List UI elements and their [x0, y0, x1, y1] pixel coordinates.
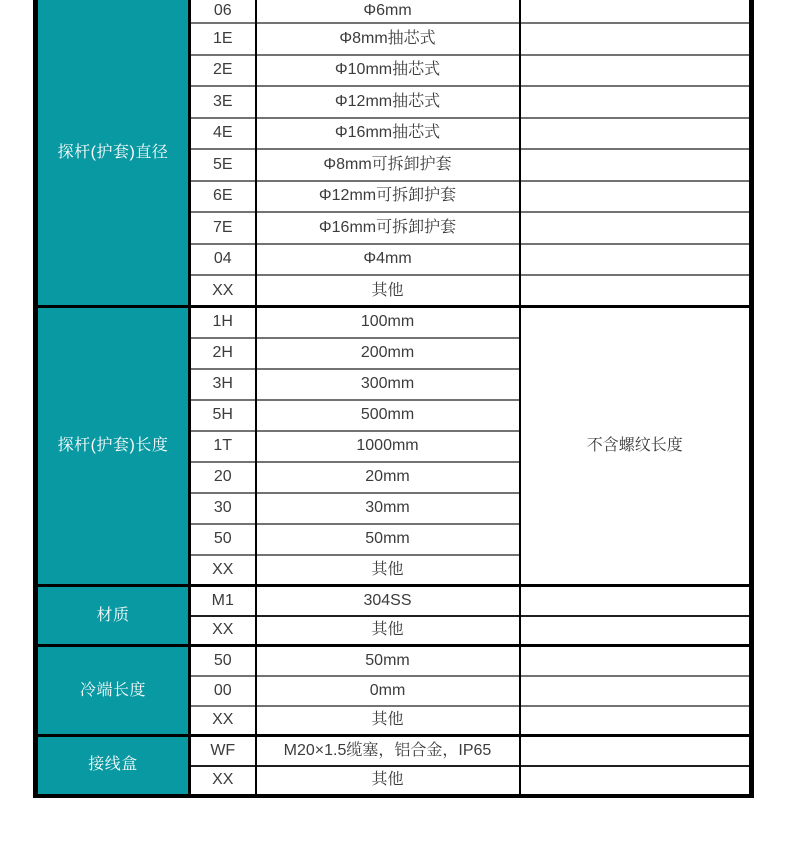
desc-cell: Φ10mm抽芯式: [256, 55, 520, 87]
note-cell: [520, 706, 752, 736]
note-cell: [520, 736, 752, 766]
desc-cell: 其他: [256, 555, 520, 586]
note-cell: [520, 181, 752, 213]
code-cell: 1E: [190, 23, 256, 55]
desc-cell: 50mm: [256, 646, 520, 676]
code-cell: XX: [190, 766, 256, 796]
code-cell: 50: [190, 646, 256, 676]
desc-cell: Φ16mm抽芯式: [256, 118, 520, 150]
note-cell: [520, 212, 752, 244]
note-cell: [520, 676, 752, 706]
code-cell: 04: [190, 244, 256, 276]
desc-cell: Φ16mm可拆卸护套: [256, 212, 520, 244]
desc-cell: 100mm: [256, 307, 520, 338]
code-cell: 00: [190, 676, 256, 706]
desc-cell: 其他: [256, 766, 520, 796]
desc-cell: Φ8mm抽芯式: [256, 23, 520, 55]
code-cell: 5E: [190, 149, 256, 181]
desc-cell: Φ4mm: [256, 244, 520, 276]
code-cell: M1: [190, 586, 256, 616]
note-cell: [520, 23, 752, 55]
code-cell: 06: [190, 0, 256, 23]
code-cell: 1T: [190, 431, 256, 462]
code-cell: XX: [190, 275, 256, 307]
code-cell: 2H: [190, 338, 256, 369]
note-cell: [520, 86, 752, 118]
desc-cell: 300mm: [256, 369, 520, 400]
code-cell: 2E: [190, 55, 256, 87]
note-cell: [520, 0, 752, 23]
desc-cell: 其他: [256, 275, 520, 307]
code-cell: 7E: [190, 212, 256, 244]
note-cell: [520, 616, 752, 646]
desc-cell: 其他: [256, 616, 520, 646]
desc-cell: 500mm: [256, 400, 520, 431]
code-cell: 3H: [190, 369, 256, 400]
table-row: [36, 736, 752, 766]
code-cell: 6E: [190, 181, 256, 213]
table-row: [36, 586, 752, 616]
code-cell: 3E: [190, 86, 256, 118]
note-cell: [520, 646, 752, 676]
desc-cell: 304SS: [256, 586, 520, 616]
note-cell: [520, 244, 752, 276]
desc-cell: Φ8mm可拆卸护套: [256, 149, 520, 181]
code-cell: 5H: [190, 400, 256, 431]
note-merged-cell: 不含螺纹长度: [520, 307, 752, 586]
desc-cell: Φ12mm可拆卸护套: [256, 181, 520, 213]
category-cell: 冷端长度: [36, 646, 190, 736]
note-cell: [520, 766, 752, 796]
note-cell: [520, 149, 752, 181]
desc-cell: 50mm: [256, 524, 520, 555]
spec-table: [33, 0, 754, 798]
code-cell: 1H: [190, 307, 256, 338]
desc-cell: 200mm: [256, 338, 520, 369]
code-cell: 20: [190, 462, 256, 493]
code-cell: XX: [190, 555, 256, 586]
note-cell: [520, 586, 752, 616]
code-cell: XX: [190, 706, 256, 736]
code-cell: WF: [190, 736, 256, 766]
code-cell: 50: [190, 524, 256, 555]
category-cell: 探杆(护套)长度: [36, 307, 190, 586]
desc-cell: Φ6mm: [256, 0, 520, 23]
note-cell: [520, 55, 752, 87]
table-row: [36, 646, 752, 676]
desc-cell: 20mm: [256, 462, 520, 493]
desc-cell: 其他: [256, 706, 520, 736]
code-cell: 30: [190, 493, 256, 524]
note-cell: [520, 275, 752, 307]
code-cell: XX: [190, 616, 256, 646]
note-cell: [520, 118, 752, 150]
category-cell: 探杆(护套)直径: [36, 0, 190, 307]
category-cell: 接线盒: [36, 736, 190, 796]
desc-cell: Φ12mm抽芯式: [256, 86, 520, 118]
desc-cell: 30mm: [256, 493, 520, 524]
code-cell: 4E: [190, 118, 256, 150]
desc-cell: M20×1.5缆塞，铝合金，IP65: [256, 736, 520, 766]
table-row: [36, 307, 752, 338]
desc-cell: 0mm: [256, 676, 520, 706]
desc-cell: 1000mm: [256, 431, 520, 462]
table-row: [36, 0, 752, 23]
category-cell: 材质: [36, 586, 190, 646]
